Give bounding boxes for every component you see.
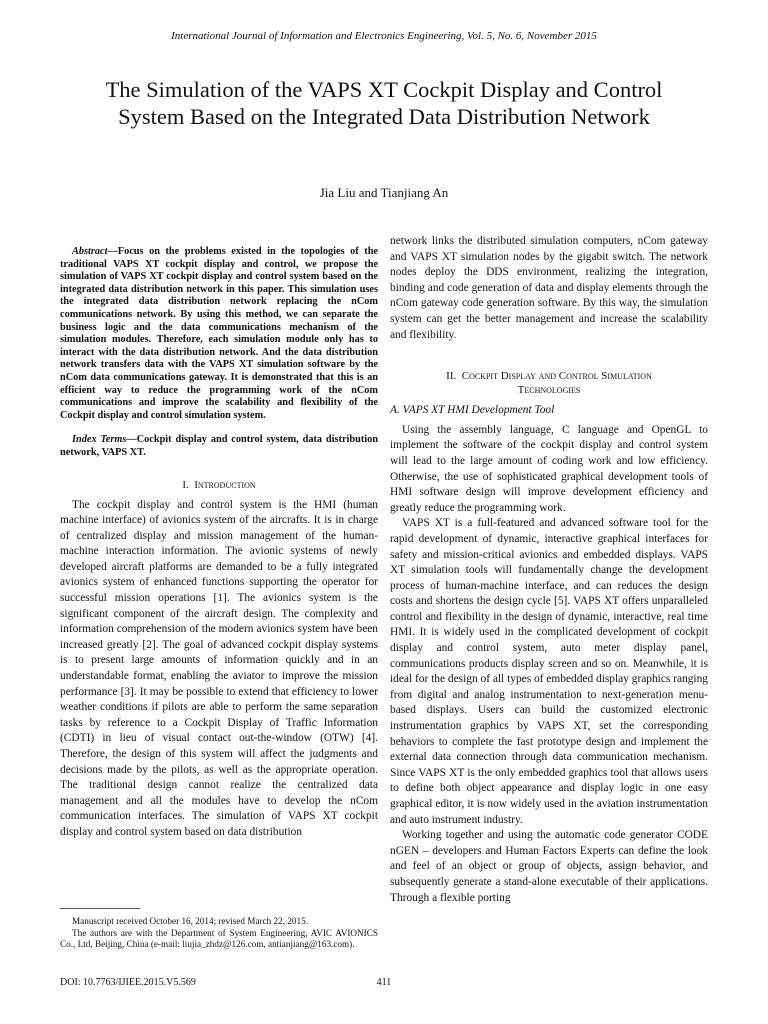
paper-title: The Simulation of the VAPS XT Cockpit Display and Control System Based on the Integrated Data Distribution Network [105,77,663,129]
paragraph-continued: network links the distributed simulation computers, nCom gateway and VAPS XT simulation nodes by the gigabit switch. The network nodes deploy the DDS environment, realizing the integration, binding and code generation of data and display elements through the nCom gateway code generation software. By this way, the simulation system can get the better management and increase the scalability and flexibility. [390,235,708,341]
page-number: 411 [376,977,392,988]
abstract-text: —Focus on the problems existed in the topologies of the traditional VAPS XT cockpit display and control, we propose the simulation of VAPS XT cockpit display and control system based on the integrated data distribution network in this paper. This simulation uses the integrated data distribution network replacing the nCom communications network. By using this method, we can separate the business logic and the data communications mechanism of the simulation modules. Therefore, each simulation module only has to interact with the data distribution network. And the data distribution network transfers data with the VAPS XT simulation software by the nCom data communications gateway. It is demonstrated that this is an efficient way to reduce the programming work of the nCom communications and improve the scalability and flexibility of the Cockpit display and control simulation system. [60,246,378,421]
abstract-label: Abstract [72,246,108,257]
section-heading-introduction [60,478,378,492]
footnote-affiliation: The authors are with the Department of System Engineering, AVIC AVIONICS Co., Ltd, Beijing, China (e-mail: liujia_zhdz@126.com, antianjiang@163.com). [60,927,378,949]
journal-header: International Journal of Information and Electronics Engineering, Vol. 5, No. 6, November 2015 [171,30,597,42]
index-terms [60,434,378,459]
footnote-rule [60,908,140,909]
footnote [60,916,378,951]
paragraph: VAPS XT is a full-featured and advanced software tool for the rapid development of dynamic, interactive graphical interfaces for safety and mission-critical avionics and embedded displays. VAPS XT simulation tools will fundamentally change the development process of human-machine interface, and can reduces the design costs and shortens the design cycle [5]. VAPS XT offers unparalleled control and flexibility in the design of dynamic, interactive, real time HMI. It is widely used in the complicated development of cockpit display and control system, auto meter display panel, communications products display screen and so on. Meanwhile, it is ideal for the design of all types of embedded display graphics ranging from digital and analog instrumentation to next-generation menu-based displays. Users can build the customized electronic instrumentation graphics by VAPS XT, set the corresponding behaviors to complete the fast prototype design and implement the external data connection through data communication mechanism. Since VAPS XT is the only embedded graphics tool that allows users to define both object appearance and display logic in one easy graphical editor, it is now widely used in the aviation instrumentation and auto instrument industry. [390,517,708,826]
abstract [60,246,378,422]
subsection-heading: A. VAPS XT HMI Development Tool [390,404,555,417]
intro-paragraph: The cockpit display and control system is the HMI (human machine interface) of avionics system of the aircrafts. It is in charge of centralized display and mission management of the human-machine interaction information. The avionic systems of newly developed aircraft platforms are demanded to be a fully integrated avionics system of enhanced functions supporting the operator for successful mission operations [1]. The avionics system is the significant component of the aircraft design. The complexity and information comprehension of the modern avionics system have been increased greatly [2]. The goal of advanced cockpit display systems is to present large amounts of information quickly and in an understandable format, enabling the aviator to improve the mission performance [3]. It may be possible to extend that efficiency to lower weather conditions if pilots are able to perform the same separation tasks by reference to a Cockpit Display of Traffic Information (CDTI) in lieu of visual contact out-the-window (OTW) [4]. Therefore, the design of this system will affect the judgments and decisions made by the pilots, as well as the appropriate operation. The traditional design cannot realize the centralized data management and all the modules have to develop the nCom communication interfaces. The simulation of VAPS XT cockpit display and control system based on data distribution [60,498,378,838]
section-number: I. [182,478,189,491]
left-column [60,246,378,841]
footnote-received: Manuscript received October 16, 2014; revised March 22, 2015. [72,916,308,926]
paragraph: Using the assembly language, C language and OpenGL to implement the software of the cockpit display and control system will lead to the large amount of coding work and low efficiency. Otherwise, the use of sophisticated graphical development tools of HMI software design will improve development efficiency and greatly reduce the programming work. [390,423,708,514]
authors: Jia Liu and Tianjiang An [319,185,449,200]
section-heading-technologies [390,369,708,397]
right-column [390,234,708,906]
section-title-line1: Cockpit Display and Control Simulation [461,370,652,383]
section-title-line2: Technologies [517,384,581,397]
paragraph: Working together and using the automatic code generator CODE nGEN – developers and Human Factors Experts can define the look and feel of an object or group of objects, assign behavior, and subsequently generate a stand-alone executable of their applications. Through a flexible porting [390,829,708,904]
section-number: II. [446,370,457,383]
doi: DOI: 10.7763/IJIEE.2015.V5.569 [60,977,196,988]
section-title: Introduction [194,478,256,491]
index-terms-label: Index Terms [72,434,127,446]
index-terms-text: —Cockpit display and control system, data distribution network, VAPS XT. [60,434,378,458]
